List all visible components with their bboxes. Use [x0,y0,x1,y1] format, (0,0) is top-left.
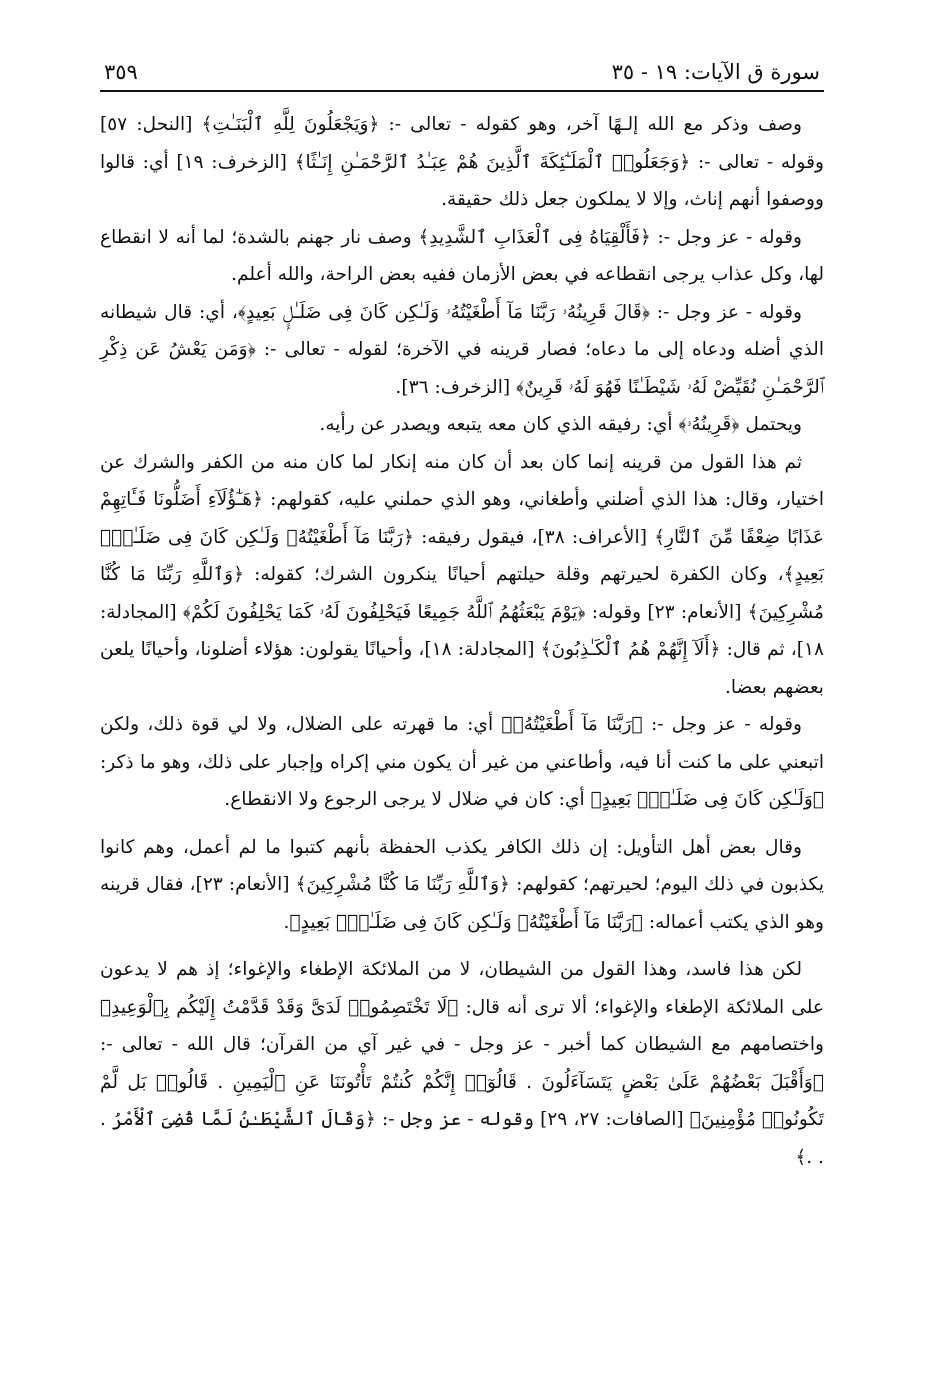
page-number: ٣٥٩ [104,60,138,84]
running-header [100,58,824,92]
paragraph: وقوله - عز وجل -: ﴿قَالَ قَرِينُهُۥ رَبَّنَا مَآ أَطْغَيْتُهُۥ وَلَـٰكِن كَانَ فِى ضَلَـٰلٍۭ بَعِيدٍ﴾، أي: قال شيطانه الذي أضله ودعاه إلى ما دعاه؛ فصار قرينه في الآخرة؛ لقوله - تعالى -: ﴿وَمَن يَعْشُ عَن ذِكْرِ ٱلرَّحْمَـٰنِ نُقَيِّضْ لَهُۥ شَيْطَـٰنًا فَهُوَ لَهُۥ قَرِينٌ﴾ [الزخرف: ٣٦]. [100,301,824,398]
paragraph: ثم هذا القول من قرينه إنما كان بعد أن كان منه إنكار لما كان منه من الكفر والشرك عن اختيار، وقال: هذا الذي أضلني وأطغاني، وهو الذي حملني عليه، كقولهم: ﴿هَـٰٓؤُلَآءِ أَضَلُّونَا فَـَٔاتِهِمْ عَذَابًا ضِعْفًا مِّنَ ٱلنَّارِ﴾ [الأعراف: ٣٨]، فيقول رفيقه: ﴿رَبَّنَا مَآ أَطْغَيْتُهُۥ وَلَـٰكِن كَانَ فِى ضَلَـٰلٍۭ بَعِيدٍ﴾، وكان الكفرة لحيرتهم وقلة حيلتهم أحيانًا ينكرون الشرك؛ كقوله: ﴿وَٱللَّهِ رَبِّنَا مَا كُنَّا مُشْرِكِينَ﴾ [الأنعام: ٢٣] وقوله: ﴿يَوْمَ يَبْعَثُهُمُ ٱللَّهُ جَمِيعًا فَيَحْلِفُونَ لَهُۥ كَمَا يَحْلِفُونَ لَكُمْ﴾ [المجادلة: ١٨]، ثم قال: ﴿أَلَآ إِنَّهُمْ هُمُ ٱلْكَـٰذِبُونَ﴾ [المجادلة: ١٨]، وأحيانًا يقولون: هؤلاء أضلونا، وأحيانًا يلعن بعضهم بعضا. [100,451,824,698]
paragraph: وقوله - عز وجل -: ﴿رَبَّنَا مَآ أَطْغَيْتُهُۥ﴾ أي: ما قهرته على الضلال، ولا لي قوة ذلك، ولكن اتبعني على ما كنت أنا فيه، وأطاعني من غير أن يكون مني إكراه وإجبار على ذلك، وهو ما ذكر: ﴿وَلَـٰكِن كَانَ فِى ضَلَـٰلٍۭ بَعِيدٍ﴾ أي: كان في ضلال لا يرجى الرجوع ولا الانقطاع. [100,714,824,810]
commentary-body [100,106,824,1176]
paragraph: وقوله - عز وجل -: ﴿فَأَلْقِيَاهُ فِى ٱلْعَذَابِ ٱلشَّدِيدِ﴾ وصف نار جهنم بالشدة؛ لما أنه لا انقطاع لها، وكل عذاب يرجى انقطاعه في بعض الأزمان ففيه بعض الراحة، والله أعلم. [100,226,824,285]
surah-title: سورة ق الآيات: ١٩ - ٣٥ [611,60,820,84]
paragraph: ويحتمل ﴿قَرِينُهُۥ﴾ أي: رفيقه الذي كان معه يتبعه ويصدر عن رأيه. [319,414,802,435]
paragraph: وصف وذكر مع الله إلـهًا آخر، وهو كقوله - تعالى -: ﴿وَيَجْعَلُونَ لِلَّهِ ٱلْبَنَـٰتِ﴾ [النحل: ٥٧] وقوله - تعالى -: ﴿وَجَعَلُوا۟ ٱلْمَلَـٰٓئِكَةَ ٱلَّذِينَ هُمْ عِبَـٰدُ ٱلرَّحْمَـٰنِ إِنَـٰثًا﴾ [الزخرف: ١٩] أي: قالوا ووصفوا أنهم إناث، وإلا لا يملكون جعل ذلك حقيقة. [100,114,824,210]
paragraph: وقال بعض أهل التأويل: إن ذلك الكافر يكذب الحفظة بأنهم كتبوا ما لم أعمل، وهم كانوا يكذبون في ذلك اليوم؛ لحيرتهم؛ كقولهم: ﴿وَٱللَّهِ رَبِّنَا مَا كُنَّا مُشْرِكِينَ﴾ [الأنعام: ٢٣]، فقال قرينه وهو الذي يكتب أعماله: ﴿رَبَّنَا مَآ أَطْغَيْتُهُۥ وَلَـٰكِن كَانَ فِى ضَلَـٰلٍۭ بَعِيدٍ﴾. [100,836,824,933]
paragraph: لكن هذا فاسد، وهذا القول من الشيطان، لا من الملائكة الإطغاء والإغواء؛ إذ هم لا يدعون على الملائكة الإطغاء والإغواء؛ ألا ترى أنه قال: ﴿لَا تَخْتَصِمُوا۟ لَدَىَّ وَقَدْ قَدَّمْتُ إِلَيْكُم بِٱلْوَعِيدِ﴾ واختصامهم مع الشيطان كما أخبر - عز وجل - في غير آي من القرآن؛ قال الله - تعالى -: ﴿وَأَقْبَلَ بَعْضُهُمْ عَلَىٰ بَعْضٍ يَتَسَآءَلُونَ . قَالُوٓا۟ إِنَّكُمْ كُنتُمْ تَأْتُونَنَا عَنِ ٱلْيَمِينِ . قَالُوا۟ بَل لَّمْ تَكُونُوا۟ مُؤْمِنِينَ﴾ [الصافات: ٢٧، ٢٩] وقوله - عز وجل -: ﴿وَقَالَ ٱلشَّيْطَـٰنُ لَمَّا قُضِىَ ٱلْأَمْرُ . . .﴾ [100,959,824,1168]
